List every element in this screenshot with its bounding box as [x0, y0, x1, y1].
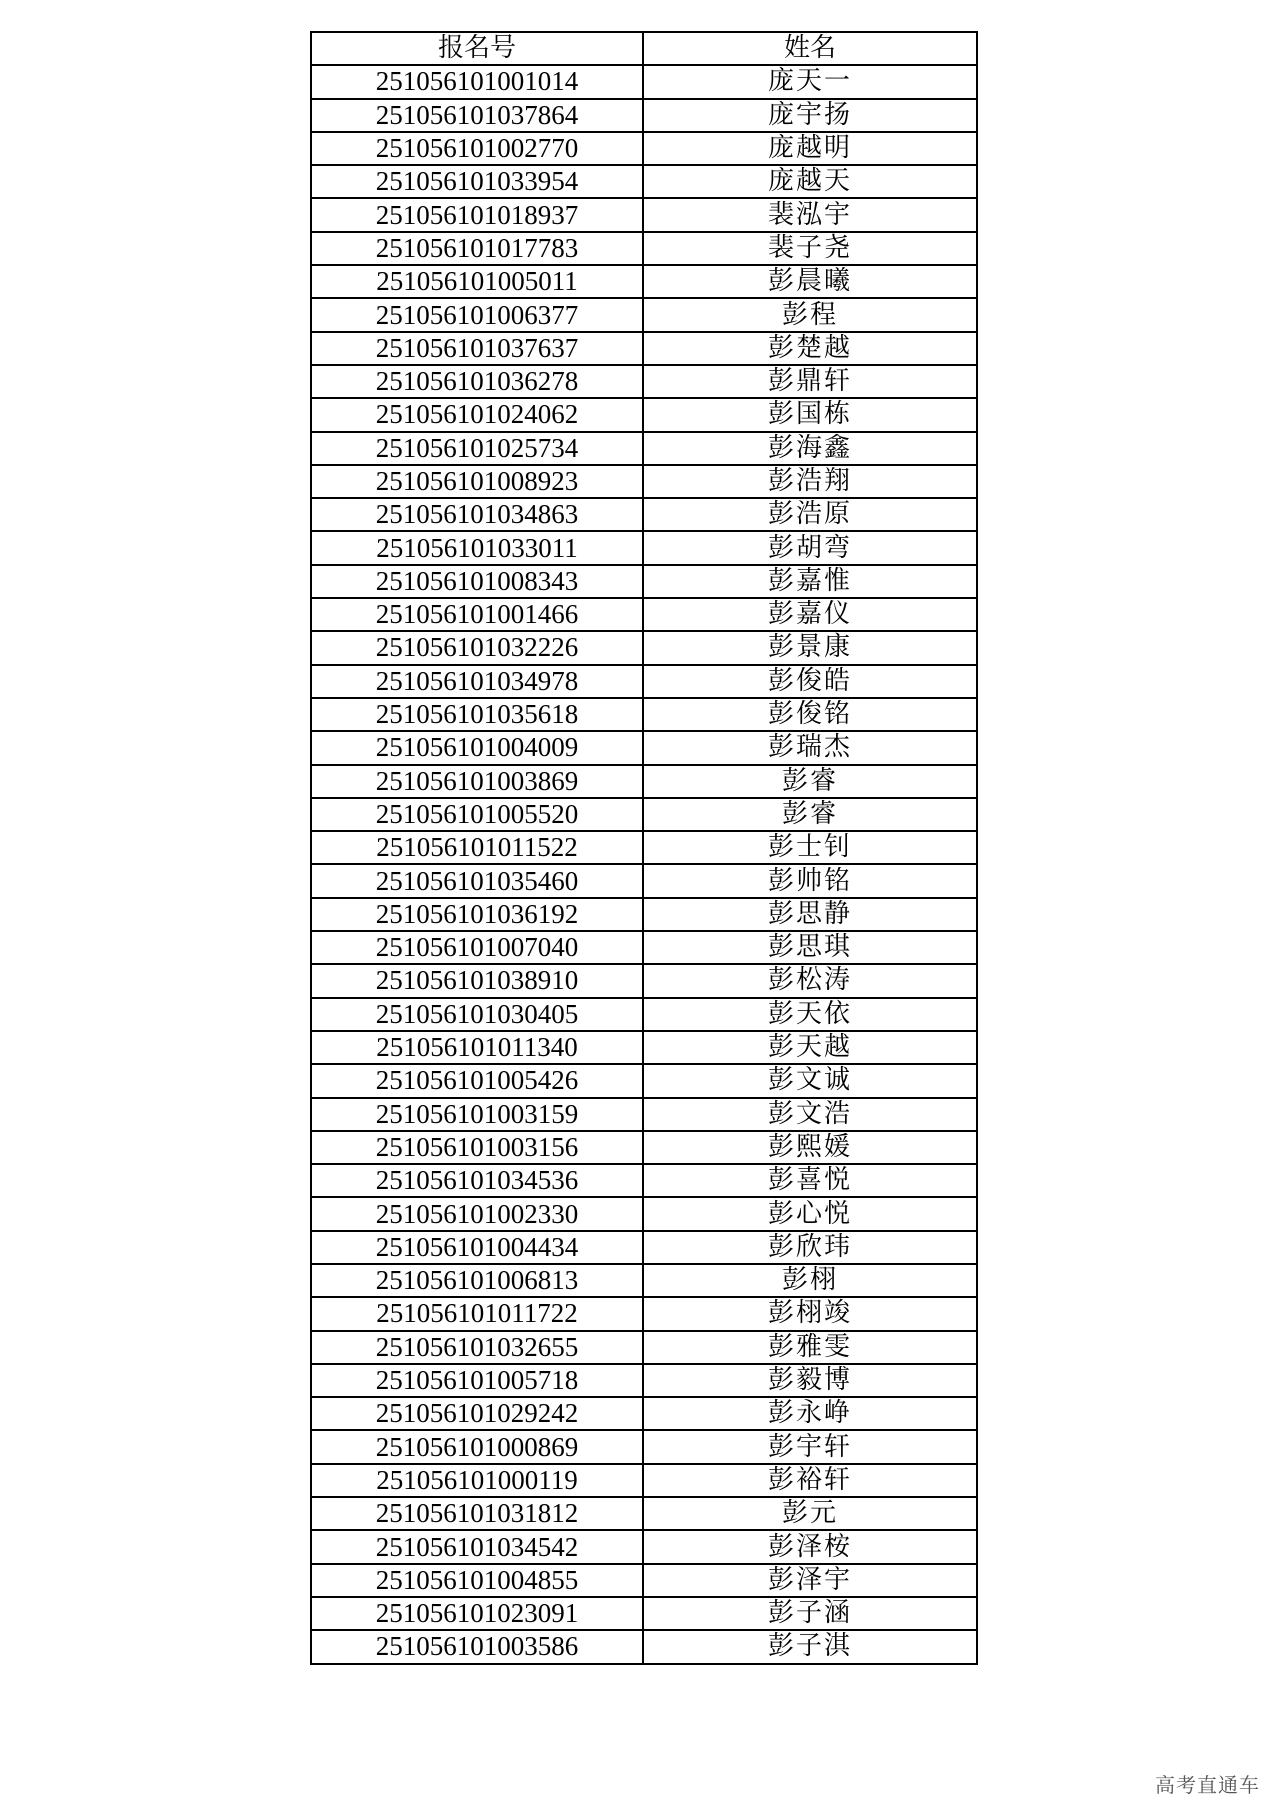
name-cell: 彭子淇	[643, 1630, 977, 1663]
registration-number-cell: 251056101003586	[311, 1630, 643, 1663]
table-row	[311, 432, 977, 465]
registration-number-cell: 251056101030405	[311, 998, 643, 1031]
table-row	[311, 1131, 977, 1164]
table-row	[311, 1430, 977, 1463]
name-cell: 彭文浩	[643, 1098, 977, 1131]
name-cell: 庞越明	[643, 132, 977, 165]
registration-number-cell: 251056101032226	[311, 631, 643, 664]
table-row	[311, 531, 977, 564]
table-row	[311, 1331, 977, 1364]
registration-number-cell: 251056101004009	[311, 731, 643, 764]
registration-number-cell: 251056101000869	[311, 1430, 643, 1463]
name-cell: 彭天依	[643, 998, 977, 1031]
table-row	[311, 298, 977, 331]
table-row	[311, 498, 977, 531]
table-row	[311, 565, 977, 598]
registration-number-cell: 251056101032655	[311, 1331, 643, 1364]
table-row	[311, 1497, 977, 1530]
table-row	[311, 165, 977, 198]
table-row	[311, 998, 977, 1031]
table-row	[311, 964, 977, 997]
registration-number-cell: 251056101003869	[311, 765, 643, 798]
name-cell: 彭景康	[643, 631, 977, 664]
registration-number-cell: 251056101033954	[311, 165, 643, 198]
name-cell: 裴泓宇	[643, 198, 977, 231]
name-cell: 彭松涛	[643, 964, 977, 997]
registration-number-cell: 251056101005718	[311, 1364, 643, 1397]
table-row	[311, 1197, 977, 1230]
name-cell: 彭永峥	[643, 1397, 977, 1430]
registration-number-cell: 251056101038910	[311, 964, 643, 997]
name-cell: 彭睿	[643, 765, 977, 798]
registration-number-cell: 251056101011522	[311, 831, 643, 864]
watermark-text: 高考直通车	[1155, 1773, 1260, 1797]
table-row	[311, 365, 977, 398]
table-row	[311, 1231, 977, 1264]
registration-number-cell: 251056101001014	[311, 65, 643, 98]
registration-number-cell: 251056101003159	[311, 1098, 643, 1131]
table-row	[311, 1064, 977, 1097]
table-row	[311, 1530, 977, 1563]
table-row	[311, 465, 977, 498]
name-cell: 彭毅博	[643, 1364, 977, 1397]
header-name: 姓名	[643, 32, 977, 65]
table-row	[311, 1464, 977, 1497]
table-row	[311, 1564, 977, 1597]
registration-number-cell: 251056101004855	[311, 1564, 643, 1597]
registration-number-cell: 251056101003156	[311, 1131, 643, 1164]
name-cell: 彭泽桉	[643, 1530, 977, 1563]
registration-number-cell: 251056101002770	[311, 132, 643, 165]
table-row	[311, 398, 977, 431]
header-registration-number: 报名号	[311, 32, 643, 65]
table-row	[311, 1597, 977, 1630]
name-cell: 彭浩翔	[643, 465, 977, 498]
registration-number-cell: 251056101034542	[311, 1530, 643, 1563]
name-cell: 彭裕轩	[643, 1464, 977, 1497]
registration-number-cell: 251056101035460	[311, 864, 643, 897]
registration-number-cell: 251056101002330	[311, 1197, 643, 1230]
table-row	[311, 1098, 977, 1131]
name-cell: 彭瑞杰	[643, 731, 977, 764]
name-cell: 彭熙媛	[643, 1131, 977, 1164]
table-row	[311, 1164, 977, 1197]
name-cell: 彭泽宇	[643, 1564, 977, 1597]
table-row	[311, 1031, 977, 1064]
registration-number-cell: 251056101006813	[311, 1264, 643, 1297]
registration-number-cell: 251056101034863	[311, 498, 643, 531]
registration-number-cell: 251056101011340	[311, 1031, 643, 1064]
registration-number-cell: 251056101006377	[311, 298, 643, 331]
name-cell: 彭雅雯	[643, 1331, 977, 1364]
registration-number-cell: 251056101000119	[311, 1464, 643, 1497]
name-cell: 彭楚越	[643, 332, 977, 365]
name-cell: 彭嘉仪	[643, 598, 977, 631]
name-cell: 彭栩	[643, 1264, 977, 1297]
registration-number-cell: 251056101025734	[311, 432, 643, 465]
name-cell: 彭嘉惟	[643, 565, 977, 598]
registration-number-cell: 251056101037637	[311, 332, 643, 365]
name-cell: 彭思静	[643, 898, 977, 931]
registration-number-cell: 251056101011722	[311, 1297, 643, 1330]
table-row	[311, 1397, 977, 1430]
registration-number-cell: 251056101008923	[311, 465, 643, 498]
registration-number-cell: 251056101023091	[311, 1597, 643, 1630]
name-cell: 彭鼎轩	[643, 365, 977, 398]
name-cell: 彭晨曦	[643, 265, 977, 298]
table-row	[311, 232, 977, 265]
header-row	[311, 32, 977, 65]
registration-number-cell: 251056101033011	[311, 531, 643, 564]
name-cell: 庞宇扬	[643, 99, 977, 132]
registration-number-cell: 251056101037864	[311, 99, 643, 132]
name-cell: 彭元	[643, 1497, 977, 1530]
name-cell: 裴子尧	[643, 232, 977, 265]
table-row	[311, 665, 977, 698]
table-row	[311, 731, 977, 764]
table-row	[311, 765, 977, 798]
registration-number-cell: 251056101001466	[311, 598, 643, 631]
name-cell: 彭子涵	[643, 1597, 977, 1630]
name-cell: 彭海鑫	[643, 432, 977, 465]
registration-number-cell: 251056101005426	[311, 1064, 643, 1097]
registration-number-cell: 251056101017783	[311, 232, 643, 265]
table-row	[311, 1297, 977, 1330]
table-row	[311, 798, 977, 831]
name-cell: 庞天一	[643, 65, 977, 98]
table-row	[311, 1264, 977, 1297]
table-body	[311, 65, 977, 1663]
registration-number-cell: 251056101005520	[311, 798, 643, 831]
name-cell: 彭帅铭	[643, 864, 977, 897]
name-cell: 彭栩竣	[643, 1297, 977, 1330]
name-cell: 庞越天	[643, 165, 977, 198]
name-cell: 彭天越	[643, 1031, 977, 1064]
table-row	[311, 898, 977, 931]
roster-table	[310, 31, 978, 1665]
registration-number-cell: 251056101008343	[311, 565, 643, 598]
name-cell: 彭文诚	[643, 1064, 977, 1097]
name-cell: 彭俊铭	[643, 698, 977, 731]
table-header	[311, 32, 977, 65]
table-row	[311, 864, 977, 897]
registration-number-cell: 251056101004434	[311, 1231, 643, 1264]
table-row	[311, 132, 977, 165]
registration-number-cell: 251056101035618	[311, 698, 643, 731]
table-row	[311, 831, 977, 864]
registration-number-cell: 251056101034536	[311, 1164, 643, 1197]
name-cell: 彭喜悦	[643, 1164, 977, 1197]
table-row	[311, 198, 977, 231]
registration-number-cell: 251056101029242	[311, 1397, 643, 1430]
registration-number-cell: 251056101018937	[311, 198, 643, 231]
table-row	[311, 99, 977, 132]
name-cell: 彭程	[643, 298, 977, 331]
name-cell: 彭浩原	[643, 498, 977, 531]
name-cell: 彭思琪	[643, 931, 977, 964]
registration-number-cell: 251056101024062	[311, 398, 643, 431]
table-row	[311, 698, 977, 731]
registration-number-cell: 251056101007040	[311, 931, 643, 964]
registration-number-cell: 251056101036278	[311, 365, 643, 398]
name-cell: 彭胡弯	[643, 531, 977, 564]
table-row	[311, 332, 977, 365]
registration-number-cell: 251056101005011	[311, 265, 643, 298]
registration-number-cell: 251056101036192	[311, 898, 643, 931]
name-cell: 彭欣玮	[643, 1231, 977, 1264]
registration-number-cell: 251056101034978	[311, 665, 643, 698]
table-row	[311, 1364, 977, 1397]
name-cell: 彭俊皓	[643, 665, 977, 698]
table-row	[311, 931, 977, 964]
name-cell: 彭士钊	[643, 831, 977, 864]
table-row	[311, 631, 977, 664]
table-row	[311, 1630, 977, 1663]
table-row	[311, 65, 977, 98]
name-cell: 彭国栋	[643, 398, 977, 431]
table-row	[311, 598, 977, 631]
registration-number-cell: 251056101031812	[311, 1497, 643, 1530]
table-row	[311, 265, 977, 298]
name-cell: 彭心悦	[643, 1197, 977, 1230]
name-cell: 彭睿	[643, 798, 977, 831]
name-cell: 彭宇轩	[643, 1430, 977, 1463]
